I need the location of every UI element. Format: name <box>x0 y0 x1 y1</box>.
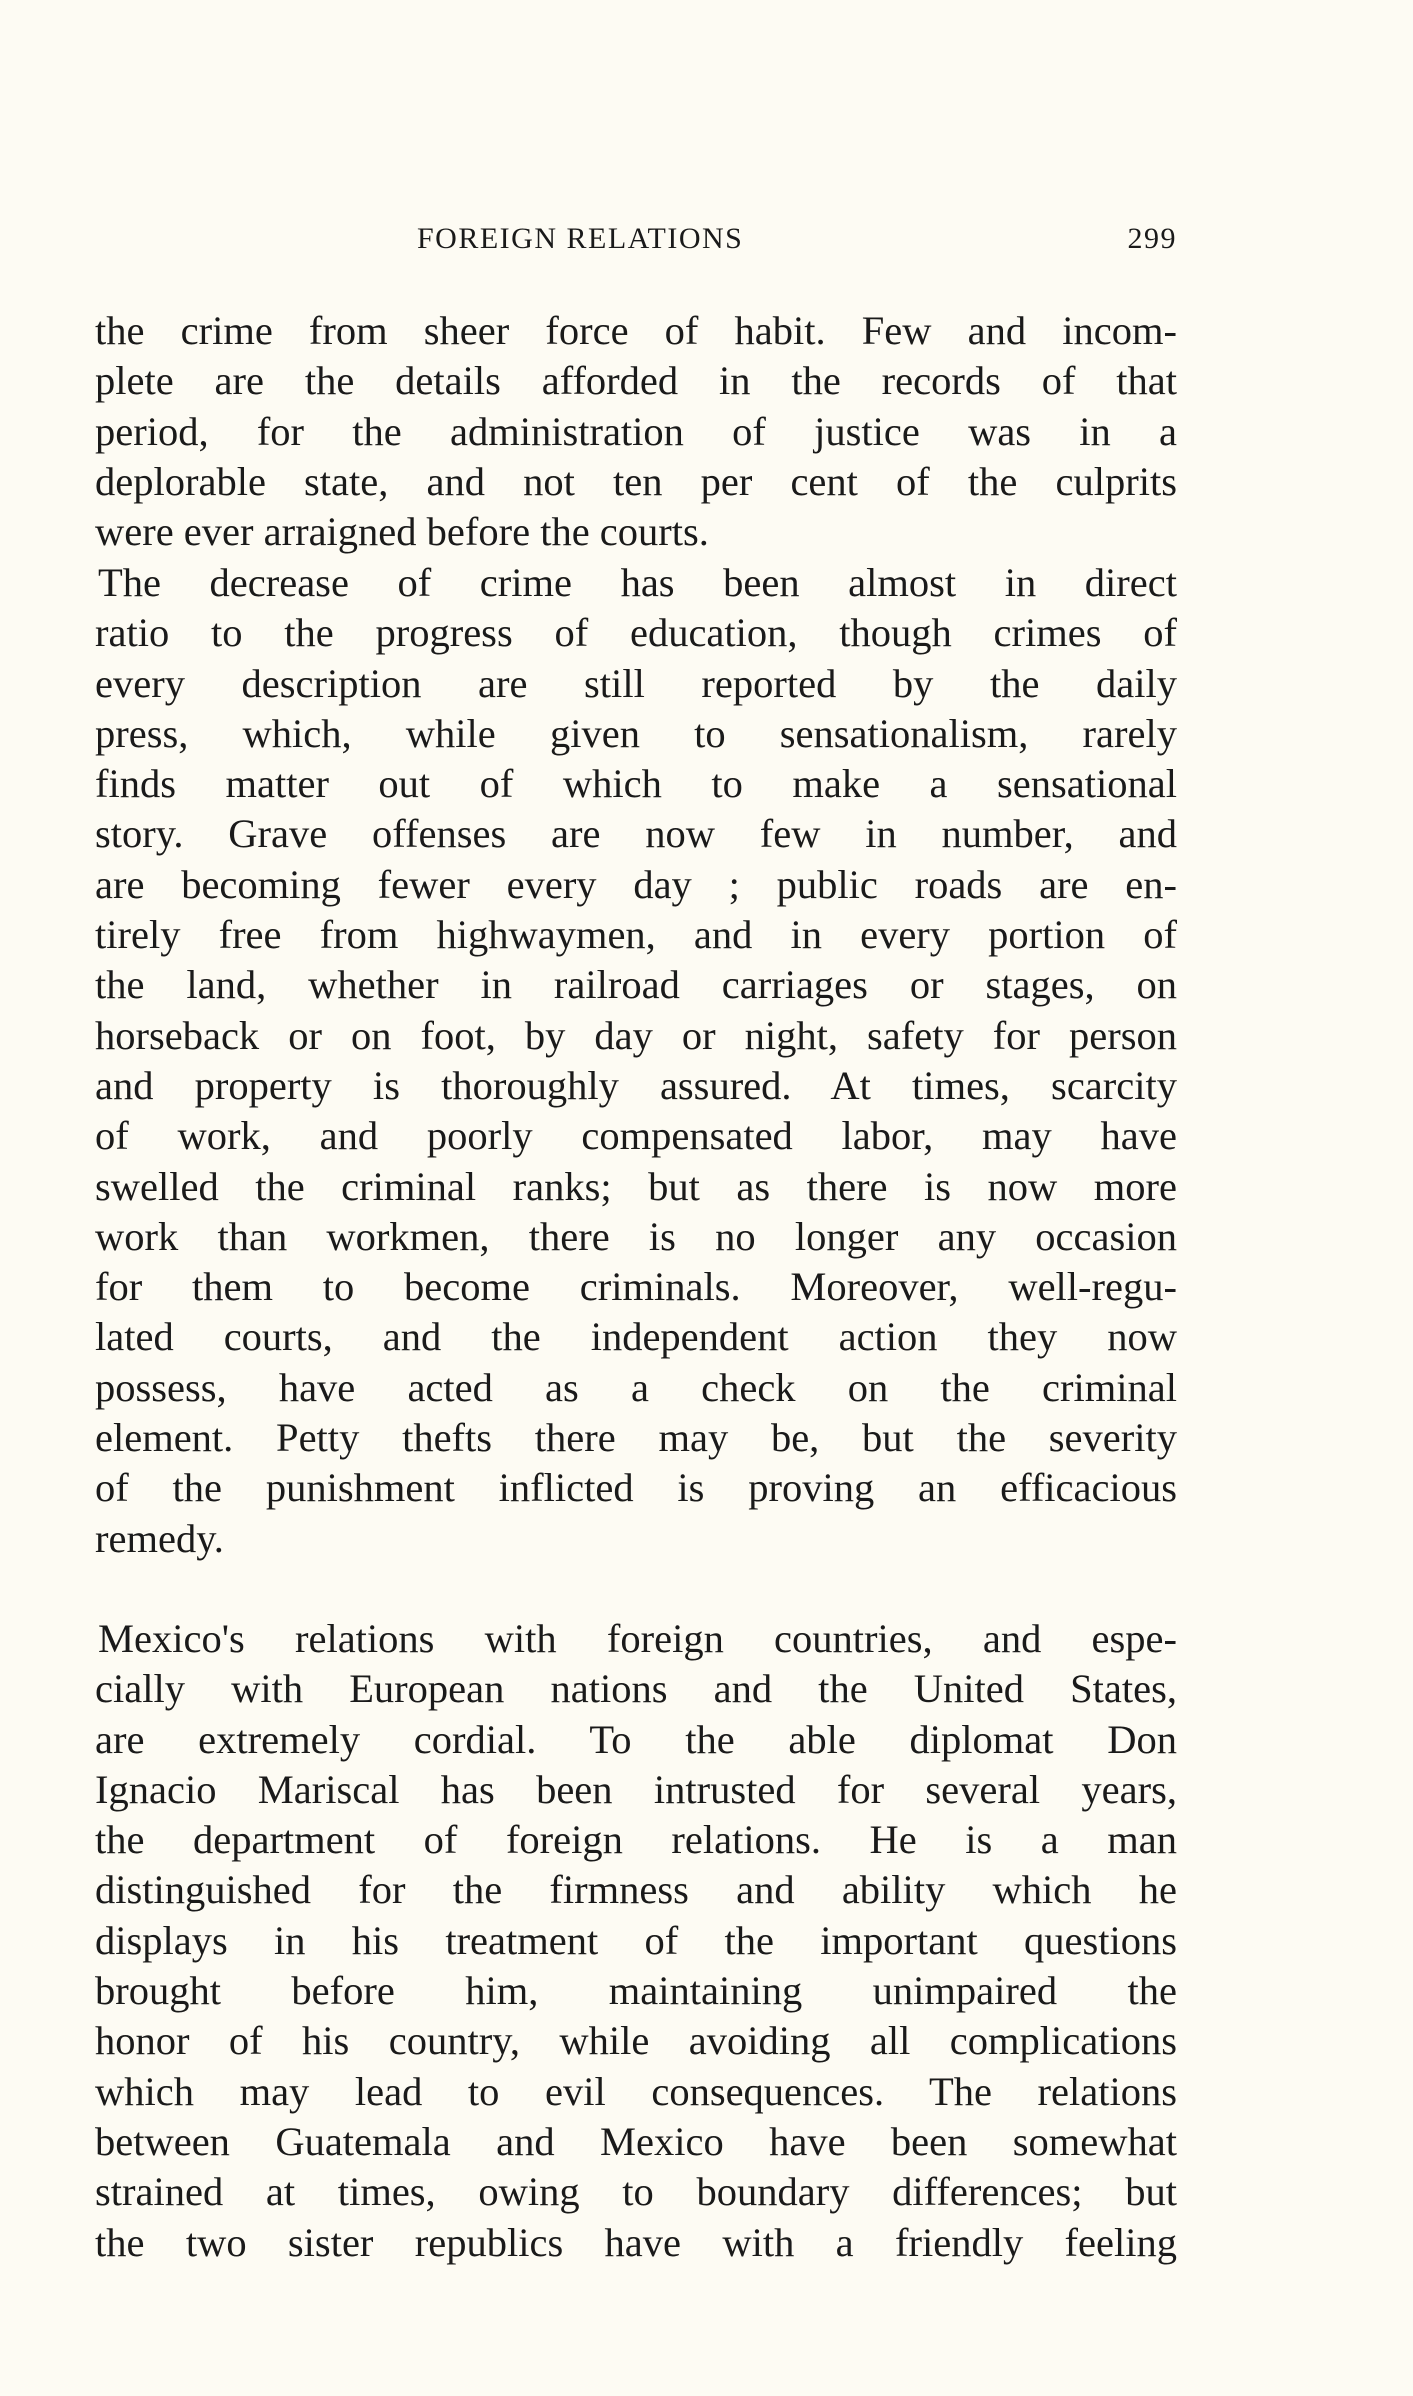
text-line: tirely free from highwaymen, and in every portion of <box>95 912 1177 958</box>
text-line: every description are still reported by the daily <box>95 660 1177 706</box>
text-line: lated courts, and the independent action they now <box>95 1314 1177 1360</box>
text-line: are extremely cordial. To the able diplomat Don <box>95 1716 1177 1762</box>
text-line: which may lead to evil consequences. The relations <box>95 2068 1177 2114</box>
text-line: the crime from sheer force of habit. Few and incom- <box>95 308 1177 353</box>
text-line: brought before him, maintaining unimpaired the <box>95 1968 1177 2014</box>
text-line: finds matter out of which to make a sensational <box>95 761 1177 807</box>
text-line: Ignacio Mariscal has been intrusted for several years, <box>95 1766 1177 1812</box>
text-line: horseback or on foot, by day or night, safety for person <box>95 1012 1177 1058</box>
text-line: swelled the criminal ranks; but as there is now more <box>95 1163 1177 1209</box>
text-line: for them to become criminals. Moreover, well-regu- <box>95 1264 1177 1310</box>
text-line: the land, whether in railroad carriages or stages, on <box>95 962 1177 1008</box>
text-line: ratio to the progress of education, though crimes of <box>95 610 1177 656</box>
text-line: The decrease of crime has been almost in direct <box>98 560 1177 605</box>
text-line: work than workmen, there is no longer any occasion <box>95 1213 1177 1259</box>
running-head <box>95 222 1177 262</box>
text-line: of work, and poorly compensated labor, may have <box>95 1113 1177 1159</box>
text-line: possess, have acted as a check on the criminal <box>95 1364 1177 1410</box>
text-line: are becoming fewer every day ; public roads are en- <box>95 861 1177 907</box>
paragraph-crime-continuation <box>95 306 1177 557</box>
text-line: plete are the details afforded in the records of that <box>95 358 1177 404</box>
text-line: press, which, while given to sensationalism, rarely <box>95 710 1177 756</box>
text-line: the department of foreign relations. He is a man <box>95 1817 1177 1863</box>
text-line: element. Petty thefts there may be, but the severity <box>95 1415 1177 1461</box>
text-line: cially with European nations and the United States, <box>95 1666 1177 1712</box>
running-title: FOREIGN RELATIONS <box>417 222 744 255</box>
text-line: displays in his treatment of the important questions <box>95 1917 1177 1963</box>
text-line: were ever arraigned before the courts. <box>95 509 709 555</box>
text-line: and property is thoroughly assured. At times, scarcity <box>95 1062 1177 1108</box>
text-line: the two sister republics have with a friendly feeling <box>95 2219 1177 2265</box>
text-line: period, for the administration of justice was in a <box>95 408 1177 454</box>
text-line: honor of his country, while avoiding all complications <box>95 2018 1177 2064</box>
text-line: distinguished for the firmness and ability which he <box>95 1867 1177 1913</box>
text-line: between Guatemala and Mexico have been somewhat <box>95 2118 1177 2164</box>
text-line: of the punishment inflicted is proving an efficacious <box>95 1465 1177 1511</box>
text-line: deplorable state, and not ten per cent of the culprits <box>95 458 1177 504</box>
paragraph-foreign-relations <box>95 1614 1177 2268</box>
page-number: 299 <box>1127 222 1177 255</box>
text-line: strained at times, owing to boundary differences; but <box>95 2169 1177 2215</box>
text-line: remedy. <box>95 1515 224 1561</box>
text-line: story. Grave offenses are now few in number, and <box>95 811 1177 857</box>
text-line: Mexico's relations with foreign countries, and espe- <box>98 1616 1177 1661</box>
paragraph-decrease-of-crime <box>95 558 1177 1564</box>
